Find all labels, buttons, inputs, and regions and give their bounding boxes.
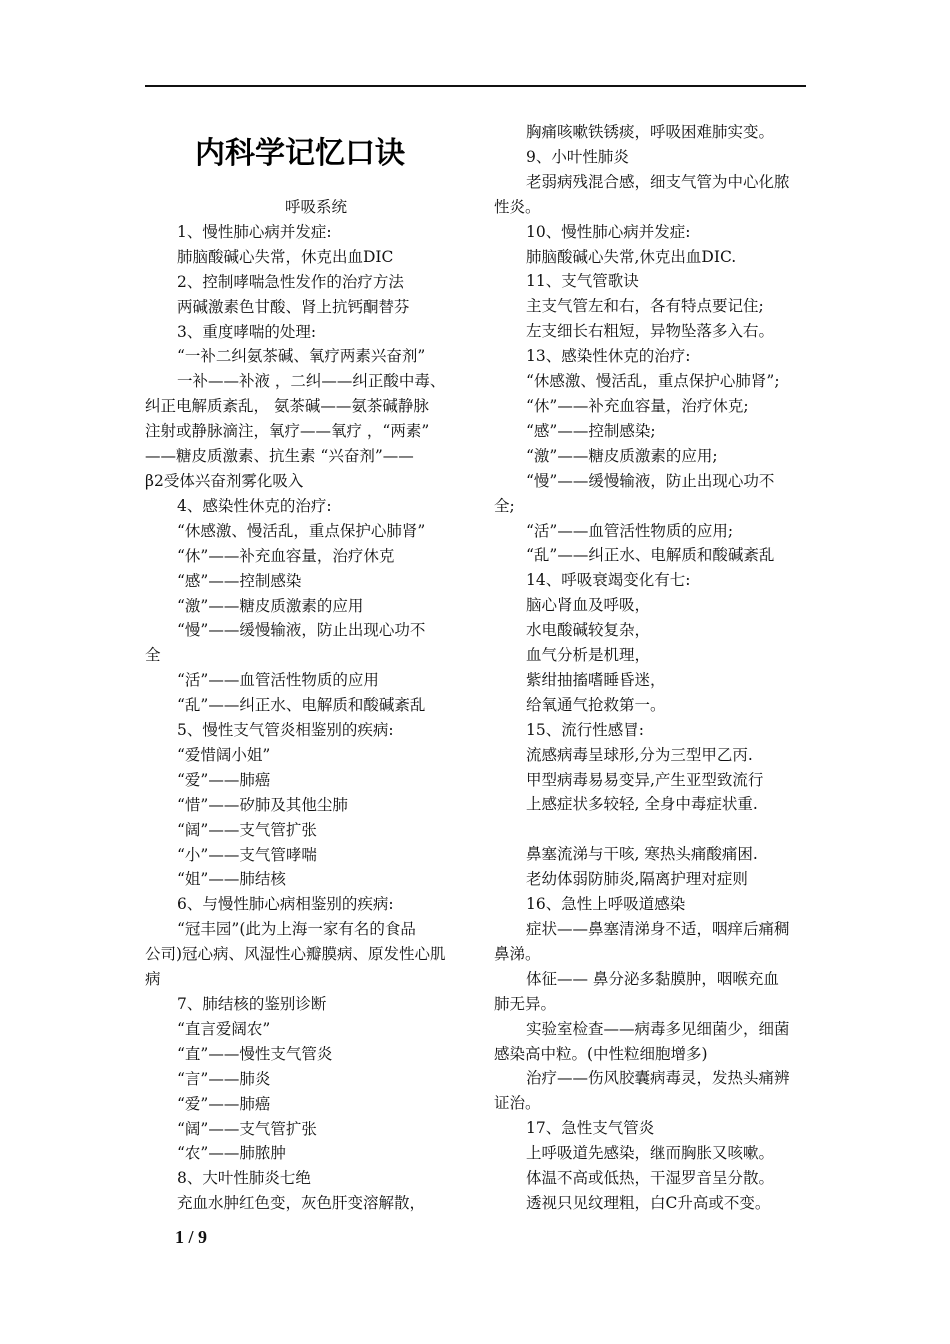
text-line: 病: [145, 970, 161, 989]
text-line: “言”——肺炎: [177, 1069, 271, 1088]
text-line: 全;: [494, 496, 515, 515]
text-line: “一补二纠氨茶碱、氧疗两素兴奋剂”: [177, 347, 426, 366]
text-line: “惜”——矽肺及其他尘肺: [177, 795, 348, 814]
text-line: 充血水肿红色变，灰色肝变溶解散，: [177, 1194, 426, 1213]
header-rule: [145, 85, 806, 87]
text-line: “爱”——肺癌: [177, 770, 271, 789]
text-line: 主支气管左和右，各有特点要记住;: [526, 297, 764, 316]
text-line: “阔”——支气管扩张: [177, 820, 317, 839]
text-line: 纠正电解质紊乱， 氨茶碱——氨茶碱静脉: [145, 397, 429, 416]
text-line: 注射或静脉滴注，氧疗——氧疗 ，“两素”: [145, 422, 430, 441]
text-line: 一补——补液 ，二纠——纠正酸中毒、: [177, 372, 446, 391]
text-line: 13、感染性休克的治疗:: [526, 347, 691, 366]
text-line: “乱”——纠正水、电解质和酸碱紊乱: [526, 546, 775, 565]
text-line: 鼻涕。: [494, 944, 541, 963]
page-title: 内科学记忆口诀: [195, 136, 405, 171]
text-line: 肺脑酸碱心失常,休克出血DIC.: [526, 247, 737, 266]
text-line: “活”——血管活性物质的应用;: [526, 521, 734, 540]
text-line: “小”——支气管哮喘: [177, 845, 317, 864]
text-line: ——糖皮质激素、抗生素 “兴奋剂”——: [145, 447, 414, 466]
text-line: 紫绀抽搐嗜睡昏迷，: [526, 670, 666, 689]
text-line: 体征—— 鼻分泌多黏膜肿，咽喉充血: [526, 969, 779, 988]
text-line: “休感激、慢活乱，重点保护心肺肾”: [177, 521, 426, 540]
text-line: 2、控制哮喘急性发作的治疗方法: [177, 272, 404, 291]
text-line: 给氧通气抢救第一。: [526, 695, 666, 714]
text-line: “慢”——缓慢输液，防止出现心功不: [177, 621, 426, 640]
text-line: 17、急性支气管炎: [526, 1119, 655, 1138]
text-line: “乱”——纠正水、电解质和酸碱紊乱: [177, 696, 426, 715]
text-line: “感”——控制感染;: [526, 421, 656, 440]
text-line: 6、与慢性肺心病相鉴别的疾病:: [177, 895, 394, 914]
text-line: 16、急性上呼吸道感染: [526, 895, 686, 914]
text-line: 治疗——伤风胶囊病毒灵，发热头痛辨: [526, 1069, 790, 1088]
text-line: 4、感染性休克的治疗:: [177, 496, 332, 515]
text-line: 证治。: [494, 1094, 541, 1113]
text-line: “激”——糖皮质激素的应用: [177, 596, 364, 615]
text-line: 症状——鼻塞清涕身不适，咽痒后痛稠: [526, 920, 790, 938]
text-line: 肺脑酸碱心失常，休克出血DIC: [177, 247, 394, 266]
right-column: [494, 120, 810, 1216]
text-line: 血气分析是机理，: [526, 646, 651, 665]
text-line: 3、重度哮喘的处理:: [177, 322, 317, 341]
text-line: 上感症状多较轻, 全身中毒症状重.: [526, 795, 758, 814]
text-line: “冠丰园”(此为上海一家有名的食品: [177, 920, 416, 939]
text-line: 脑心肾血及呼吸，: [526, 596, 651, 615]
text-line: 感染高中粒。(中性粒细胞增多): [494, 1044, 708, 1063]
text-line: “慢”——缓慢输液，防止出现心功不: [526, 471, 775, 490]
text-line: 老弱病残混合感，细支气管为中心化脓: [526, 172, 790, 191]
text-line: 9、小叶性肺炎: [526, 147, 629, 166]
text-line: [494, 817, 810, 842]
text-line: “休感激、慢活乱，重点保护心肺肾”;: [526, 372, 780, 391]
text-line: 11、支气管歌诀: [526, 272, 639, 291]
text-line: 老幼体弱防肺炎,隔离护理对症则: [526, 870, 748, 889]
text-line: 8、大叶性肺炎七绝: [177, 1169, 311, 1188]
text-line: 两碱激素色甘酸、肾上抗钙酮替芬: [177, 297, 410, 316]
text-line: “农”——肺脓肿: [177, 1144, 286, 1163]
text-line: “直言爱阔农”: [177, 1019, 271, 1038]
text-line: 7、肺结核的鉴别诊断: [177, 995, 327, 1013]
section-heading: 呼吸系统: [285, 198, 348, 216]
text-line: “爱惜阔小姐”: [177, 745, 271, 764]
text-line: 甲型病毒易易变异,产生亚型致流行: [526, 770, 764, 789]
text-line: β2受体兴奋剂雾化吸入: [145, 471, 304, 490]
text-line: “感”——控制感染: [177, 571, 302, 590]
left-column: [145, 195, 460, 1216]
text-line: 鼻塞流涕与干咳, 寒热头痛酸痛困.: [526, 845, 758, 864]
text-line: 14、呼吸衰竭变化有七:: [526, 571, 691, 590]
text-line: 透视只见纹理粗，白C升高或不变。: [526, 1193, 771, 1212]
text-line: 胸痛咳嗽铁锈痰，呼吸困难肺实变。: [526, 123, 775, 141]
text-line: “直”——慢性支气管炎: [177, 1044, 333, 1063]
text-line: 左支细长右粗短，异物坠落多入右。: [526, 322, 775, 341]
text-line: “活”——血管活性物质的应用: [177, 671, 379, 690]
text-line: “阔”——支气管扩张: [177, 1119, 317, 1138]
text-line: 全: [145, 646, 161, 665]
text-line: 肺无异。: [494, 994, 557, 1013]
text-line: 水电酸碱较复杂，: [526, 621, 651, 640]
text-line: 公司)冠心病、风湿性心瓣膜病、原发性心肌: [145, 945, 446, 964]
text-line: 性炎。: [494, 197, 541, 216]
text-line: 10、慢性肺心病并发症:: [526, 222, 691, 241]
text-line: “爱”——肺癌: [177, 1094, 271, 1113]
text-line: “休”——补充血容量，治疗休克;: [526, 396, 749, 415]
page-number: 1 / 9: [175, 1227, 208, 1247]
text-line: 5、慢性支气管炎相鉴别的疾病:: [177, 721, 394, 740]
text-line: 15、流行性感冒:: [526, 720, 644, 739]
text-line: 1、慢性肺心病并发症:: [177, 222, 332, 241]
text-line: “姐”——肺结核: [177, 870, 286, 889]
text-line: 流感病毒呈球形,分为三型甲乙丙.: [526, 745, 753, 764]
text-line: 体温不高或低热，干湿罗音呈分散。: [526, 1169, 775, 1188]
text-line: “激”——糖皮质激素的应用;: [526, 446, 718, 465]
text-line: 实验室检查——病毒多见细菌少，细菌: [526, 1019, 790, 1038]
text-line: “休”——补充血容量，治疗休克: [177, 546, 395, 565]
text-line: 上呼吸道先感染，继而胸胀又咳嗽。: [526, 1144, 775, 1163]
